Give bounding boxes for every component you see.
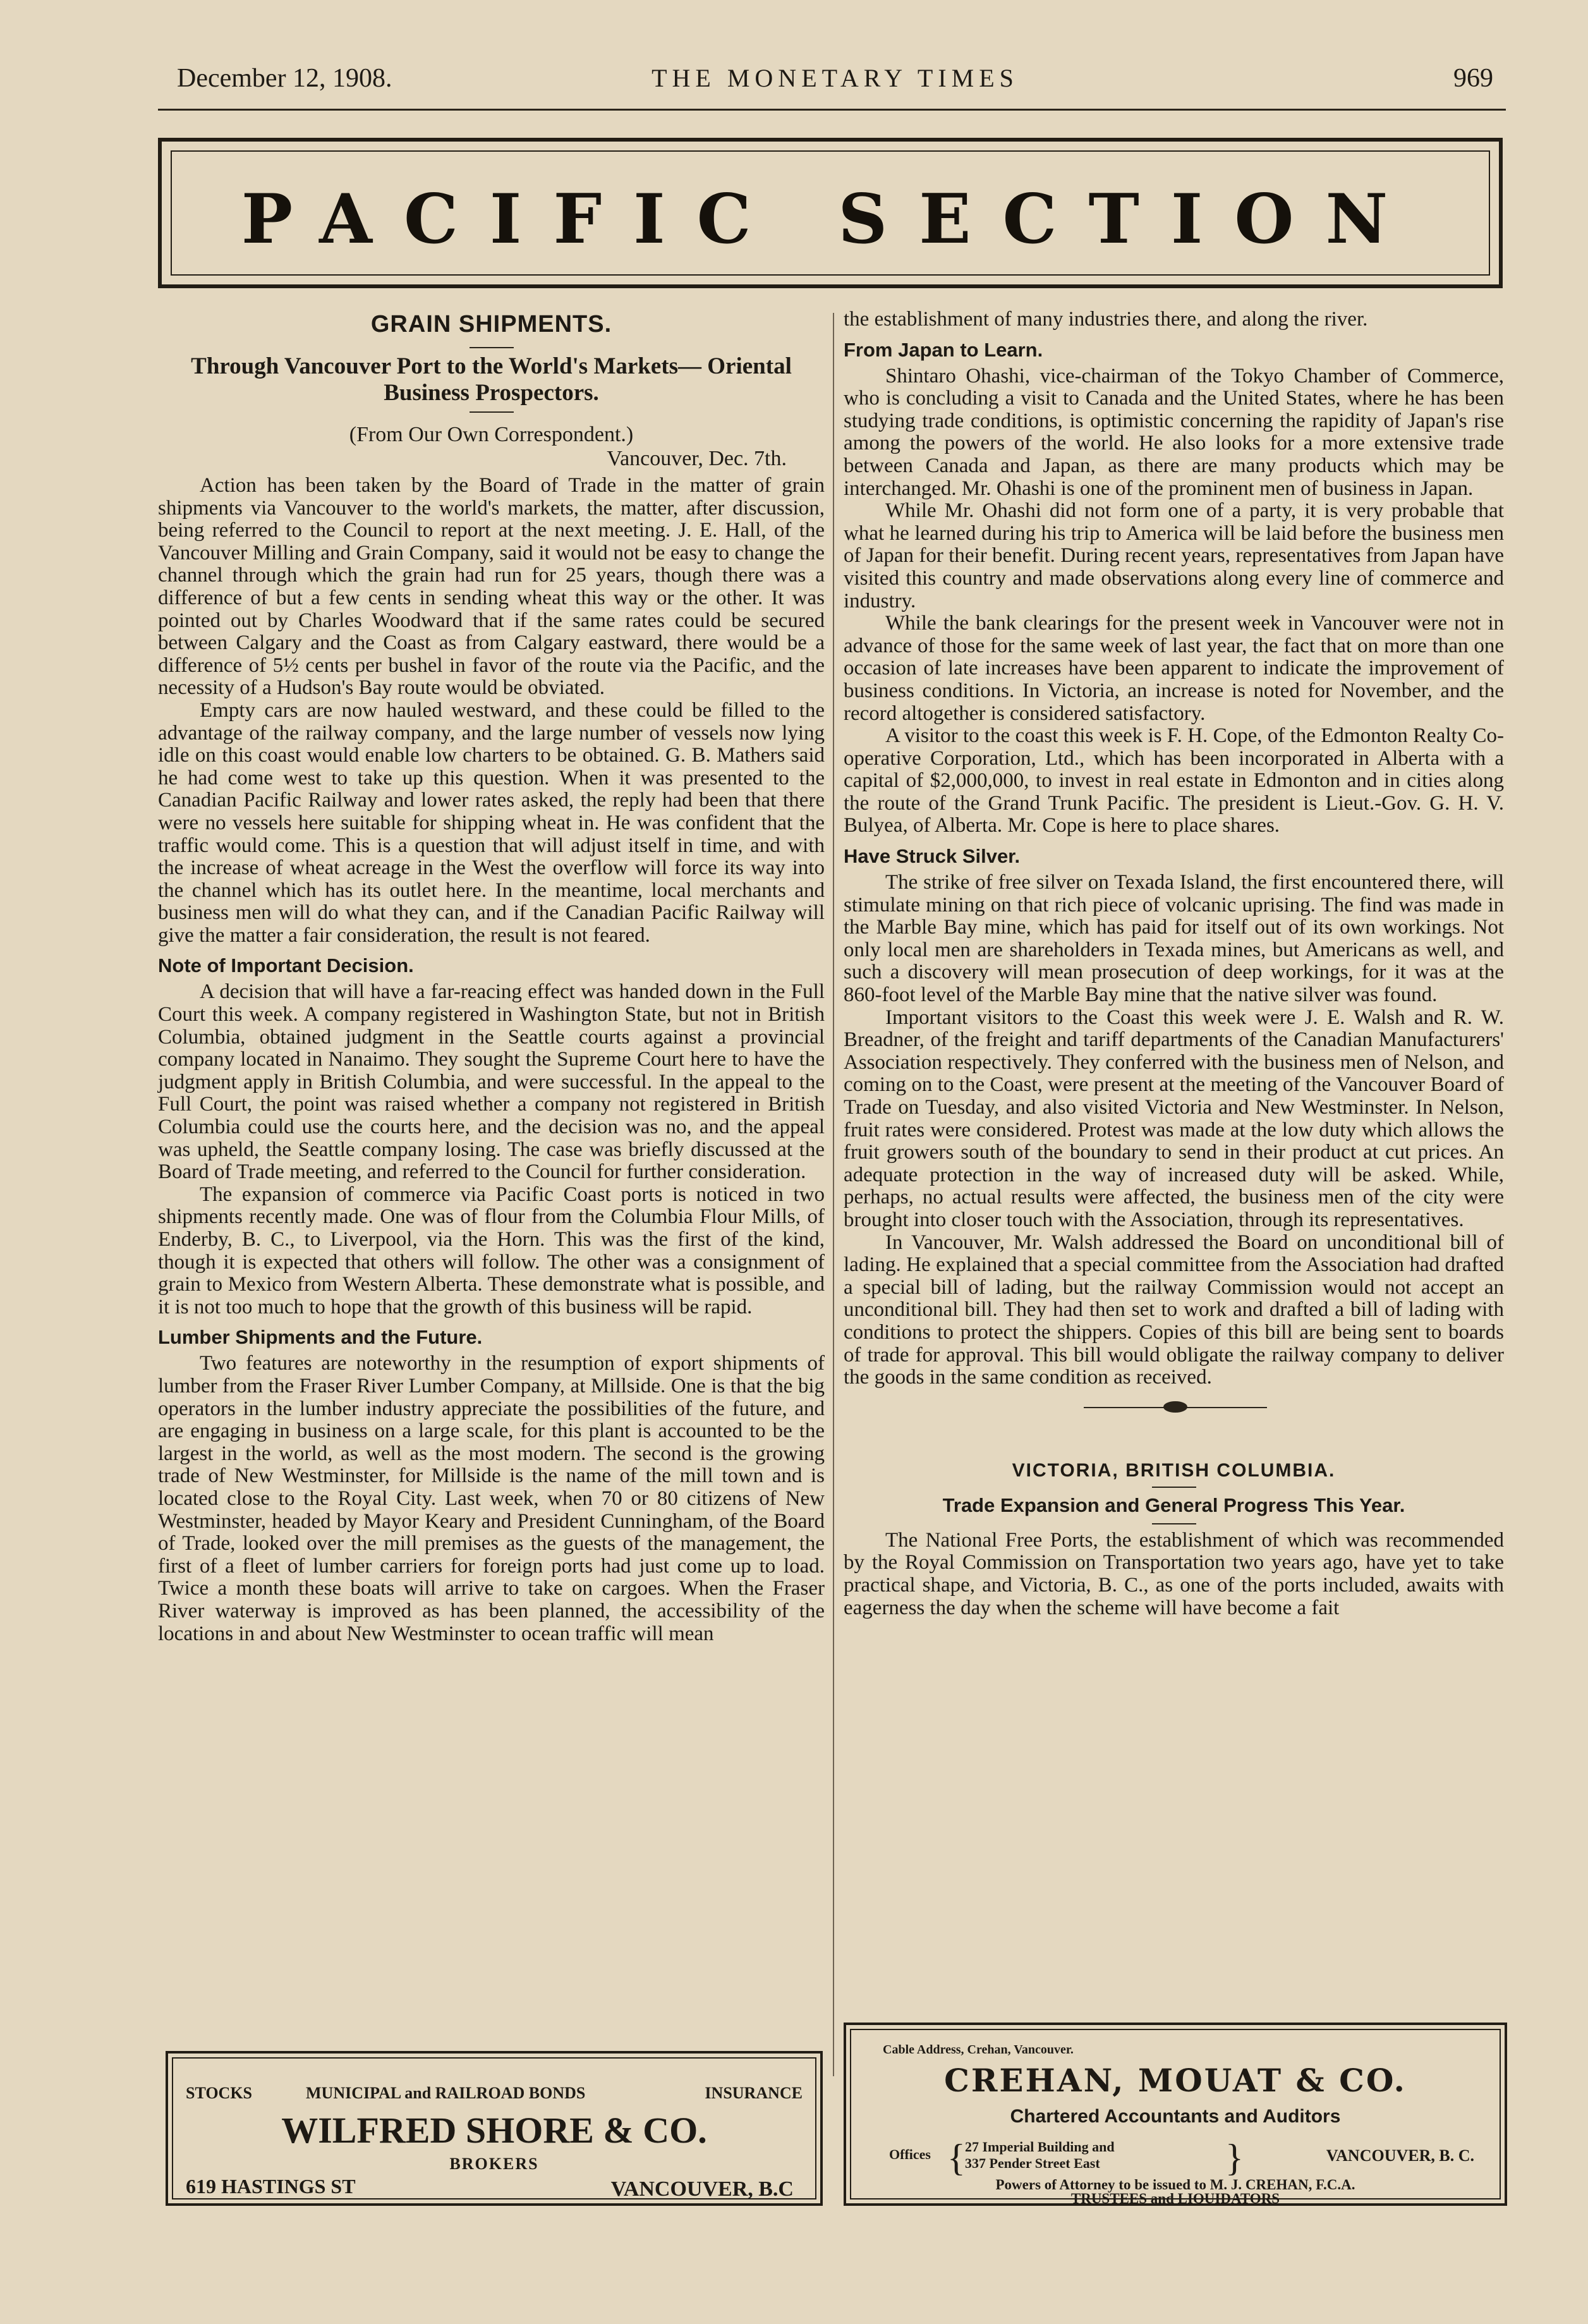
ad-company-name: WILFRED SHORE & CO. — [281, 2110, 707, 2151]
ad-inner-frame — [172, 2057, 816, 2199]
deck-rule — [470, 411, 514, 413]
victoria-headline: VICTORIA, BRITISH COLUMBIA. — [1012, 1459, 1336, 1481]
ad-bonds: MUNICIPAL and RAILROAD BONDS — [306, 2084, 586, 2102]
paragraph: A visitor to the coast this week is F. H. Cope, of the Edmonton Realty Co-operative Corporation, Ltd., which has been incorporated in Alberta with a capital of $2,000,000, to invest in real estate in Edmonton and in cities along the route of the Grand Trunk Pacific. The president is Lieut.-Gov. G. H. V. Bulyea, of Alberta. Mr. Cope is here to place shares. — [844, 724, 1504, 837]
ad-office-line-1: 27 Imperial Building and — [965, 2139, 1115, 2155]
advertisement-crehan-mouat — [844, 2023, 1507, 2206]
paragraph: While the bank clearings for the present week in Vancouver were not in advance of those for the same week of last year, the fact that on more than one occasion of late increases have been apparent to indicate the improvement of business conditions. In Victoria, an increase is noted for November, and the record altogether is considered satisfactory. — [844, 612, 1504, 725]
ad-city: VANCOUVER, B. C. — [1326, 2146, 1474, 2165]
paragraph: The strike of free silver on Texada Island, the first encountered there, will stimulate mining on that rich piece of volcanic uprising. The find was made in the Marble Bay mine, which has paid for itself out of its own workings. Not only local men are shareholders in Texada mines, but Americans as well, and such a discovery will mean prosecution of deep workings, for it was at the 860-foot level of the Marble Bay mine that the native silver was found. — [844, 871, 1504, 1007]
banner-title: PACIFIC SECTION — [241, 179, 1420, 259]
running-header — [177, 63, 1493, 107]
paragraph: Empty cars are now hauled westward, and these could be filled to the advantage of the railway company, and the large number of vessels now lying idle on this coast would enable low charters to be obtained. G. B. Mathers said he had come west to take up this question. When it was presented to the Canadian Pacific Railway and lower rates asked, the reply had been that there were no vessels here suitable for shipping wheat in. He was confident that the traffic would come. This is a question that will adjust itself in time, and with the increase of wheat acreage in the West the overflow will force its way into the channel which has its outlet here. In the meantime, local merchants and business men will do what they can, and if the Canadian Pacific Railway will give the matter a fair consideration, the result is not feared. — [158, 698, 825, 947]
banner-inner-frame — [171, 150, 1490, 276]
ad-company-role: Chartered Accountants and Auditors — [1010, 2106, 1341, 2127]
subheading-important-decision: Note of Important Decision. — [158, 954, 414, 977]
ad-cable-address: Cable Address, Crehan, Vancouver. — [883, 2043, 1074, 2057]
left-column — [158, 308, 825, 1645]
header-rule — [158, 109, 1506, 111]
article-deck: Through Vancouver Port to the World's Markets— Oriental Business Prospectors. — [191, 353, 792, 406]
page-number: 969 — [1453, 64, 1493, 93]
ad-office-line-2: 337 Pender Street East — [965, 2155, 1100, 2171]
column-separator — [833, 313, 834, 2076]
header-date: December 12, 1908. — [177, 64, 392, 93]
right-brace-icon: } — [1225, 2137, 1244, 2179]
ad-company-role: BROKERS — [449, 2155, 539, 2173]
subheading-silver: Have Struck Silver. — [844, 845, 1021, 868]
paragraph: In Vancouver, Mr. Walsh addressed the Board on unconditional bill of lading. He explained that a special committee from the Association had drafted a special bill of lading, but the railway Commission would not accept an unconditional bill. They had then set to work and drafted a bill of lading with conditions to protect the shippers. Copies of this bill are being sent to boards of trade for approval. This bill would obligate the railway company to deliver the goods in the same condition as received. — [844, 1231, 1504, 1389]
headline-rule — [470, 347, 514, 348]
advertisement-wilfred-shore — [166, 2051, 823, 2206]
ad-city: VANCOUVER, B.C — [610, 2177, 794, 2201]
paragraph: the establishment of many industries there, and along the river. — [844, 308, 1368, 331]
victoria-deck-rule — [1152, 1523, 1196, 1524]
ad-power-of-attorney: Powers of Attorney to be issued to M. J. CREHAN, F.C.A. — [995, 2177, 1355, 2193]
victoria-deck: Trade Expansion and General Progress This Year. — [942, 1494, 1405, 1516]
ad-inner-frame — [850, 2029, 1501, 2206]
paragraph: While Mr. Ohashi did not form one of a party, it is very probable that what he learned during his trip to America will be laid before the business men of Japan for their benefit. During recent years, representatives from Japan have visited this country and made observations along every line of commerce and industry. — [844, 499, 1504, 612]
article-headline: GRAIN SHIPMENTS. — [370, 311, 612, 338]
subheading-japan: From Japan to Learn. — [844, 338, 1043, 361]
paragraph: A decision that will have a far-reacing effect was handed down in the Full Court this week. A company registered in Washington State, but not in British Columbia, obtained judgment in the Seattle courts against a provincial company located in Nanaimo. They sought the Supreme Court here to have the judgment apply in British Columbia, and were successful. In the appeal to the Full Court, the point was raised whether a company not registered in British Columbia could use the courts here, and the decision was no, and the appeal was upheld, the Seattle company losing. The case was briefly discussed at the Board of Trade meeting, and referred to the Council for further consideration. — [158, 980, 825, 1184]
left-brace-icon: { — [947, 2137, 966, 2179]
ad-offices-label: Offices — [889, 2146, 931, 2162]
victoria-rule — [1152, 1487, 1196, 1488]
paragraph: Shintaro Ohashi, vice-chairman of the Tokyo Chamber of Commerce, who is concluding a visit to Canada and the United States, where he has been studying trade conditions, is optimistic concerning the rapidity of Japan's rise among the powers of the world. He also looks for a more extensive trade between Canada and Japan, as there are many products which may be interchanged. Mr. Ohashi is one of the prominent men of business in Japan. — [844, 364, 1504, 500]
ad-trustees: TRUSTEES and LIQUIDATORS — [1070, 2191, 1280, 2206]
right-column — [844, 308, 1504, 1619]
ad-address: 619 HASTINGS ST — [186, 2175, 356, 2198]
section-banner — [158, 138, 1503, 288]
paragraph: The expansion of commerce via Pacific Coast ports is noticed in two shipments recently made. One was of flour from the Columbia Flour Mills, of Enderby, B. C., to Liverpool, via the Horn. This was the first of the kind, though it is expected that others will follow. The other was a consignment of grain to Mexico from Western Alberta. These demonstrate what is possible, and it is not too much to hope that the growth of this business will be rapid. — [158, 1183, 825, 1318]
ad-company-name: CREHAN, MOUAT & CO. — [944, 2062, 1407, 2099]
paragraph: Action has been taken by the Board of Trade in the matter of grain shipments via Vancouver to the world's markets, the matter, after discussion, being referred to the Council to report at the next meeting. J. E. Hall, of the Vancouver Milling and Grain Company, said it would not be easy to change the channel through which the grain had run for 25 years, though there was a difference of but a few cents in sending wheat this way or the other. It was pointed out by Charles Woodward that if the same rates could be secured between Calgary and the Coast as from Calgary eastward, there would be a difference of 5½ cents per bushel in favor of the route via the Pacific, and the necessity of a Hudson's Bay route would be obviated. — [158, 474, 825, 700]
publication-name: THE MONETARY TIMES — [652, 64, 1019, 92]
paragraph: Important visitors to the Coast this week were J. E. Walsh and R. W. Breadner, of the freight and tariff departments of the Canadian Manufacturers' Association respectively. They conferred with the business men of Nelson, and coming on to the Coast, were present at the meeting of the Vancouver Board of Trade on Tuesday, and also visited Victoria and New Westminster. In Nelson, fruit rates were considered. Protest was made at the low duty which allows the fruit growers south of the boundary to send in their product at cut prices. An adequate protection in the way of increased duty will be asked. While, perhaps, no actual results were affected, the business men of the city were brought into closer touch with the Association, through its representatives. — [844, 1006, 1504, 1231]
paragraph: Two features are noteworthy in the resumption of export shipments of lumber from the Fraser River Lumber Company, at Millside. One is that the big operators in the lumber industry appreciate the possibilities of the future, and are engaging in business on a large scale, for this plant is accounted to be the largest in the world, as well as the most modern. The second is the growing trade of New Westminster, for Millside is the name of the mill town and is located close to the Royal City. Last week, when 70 or 80 citizens of New Westminster, headed by Mayor Keary and President Cunningham, of the Board of Trade, looked over the mill premises as the guests of the management, the first of a fleet of lumber carriers for foreign ports had just come up to load. Twice a month these boats will arrive to take on cargoes. When the Fraser River waterway is improved as has been planned, the accessibility of the locations in and about New Westminster to ocean traffic will mean — [158, 1352, 825, 1645]
ad-stocks: STOCKS — [186, 2084, 253, 2102]
section-ornament — [844, 1393, 1504, 1422]
article-source: (From Our Own Correspondent.) — [349, 423, 634, 446]
article-dateline: Vancouver, Dec. 7th. — [607, 447, 787, 470]
ad-insurance: INSURANCE — [705, 2084, 803, 2102]
ornament-dot — [1163, 1401, 1187, 1413]
paragraph: The National Free Ports, the establishment of which was recommended by the Royal Commission on Transportation two years ago, have yet to take practical shape, and Victoria, B. C., as one of the ports included, awaits with eagerness the day when the scheme will have become a fait — [844, 1528, 1504, 1619]
subheading-lumber-shipments: Lumber Shipments and the Future. — [158, 1326, 483, 1349]
